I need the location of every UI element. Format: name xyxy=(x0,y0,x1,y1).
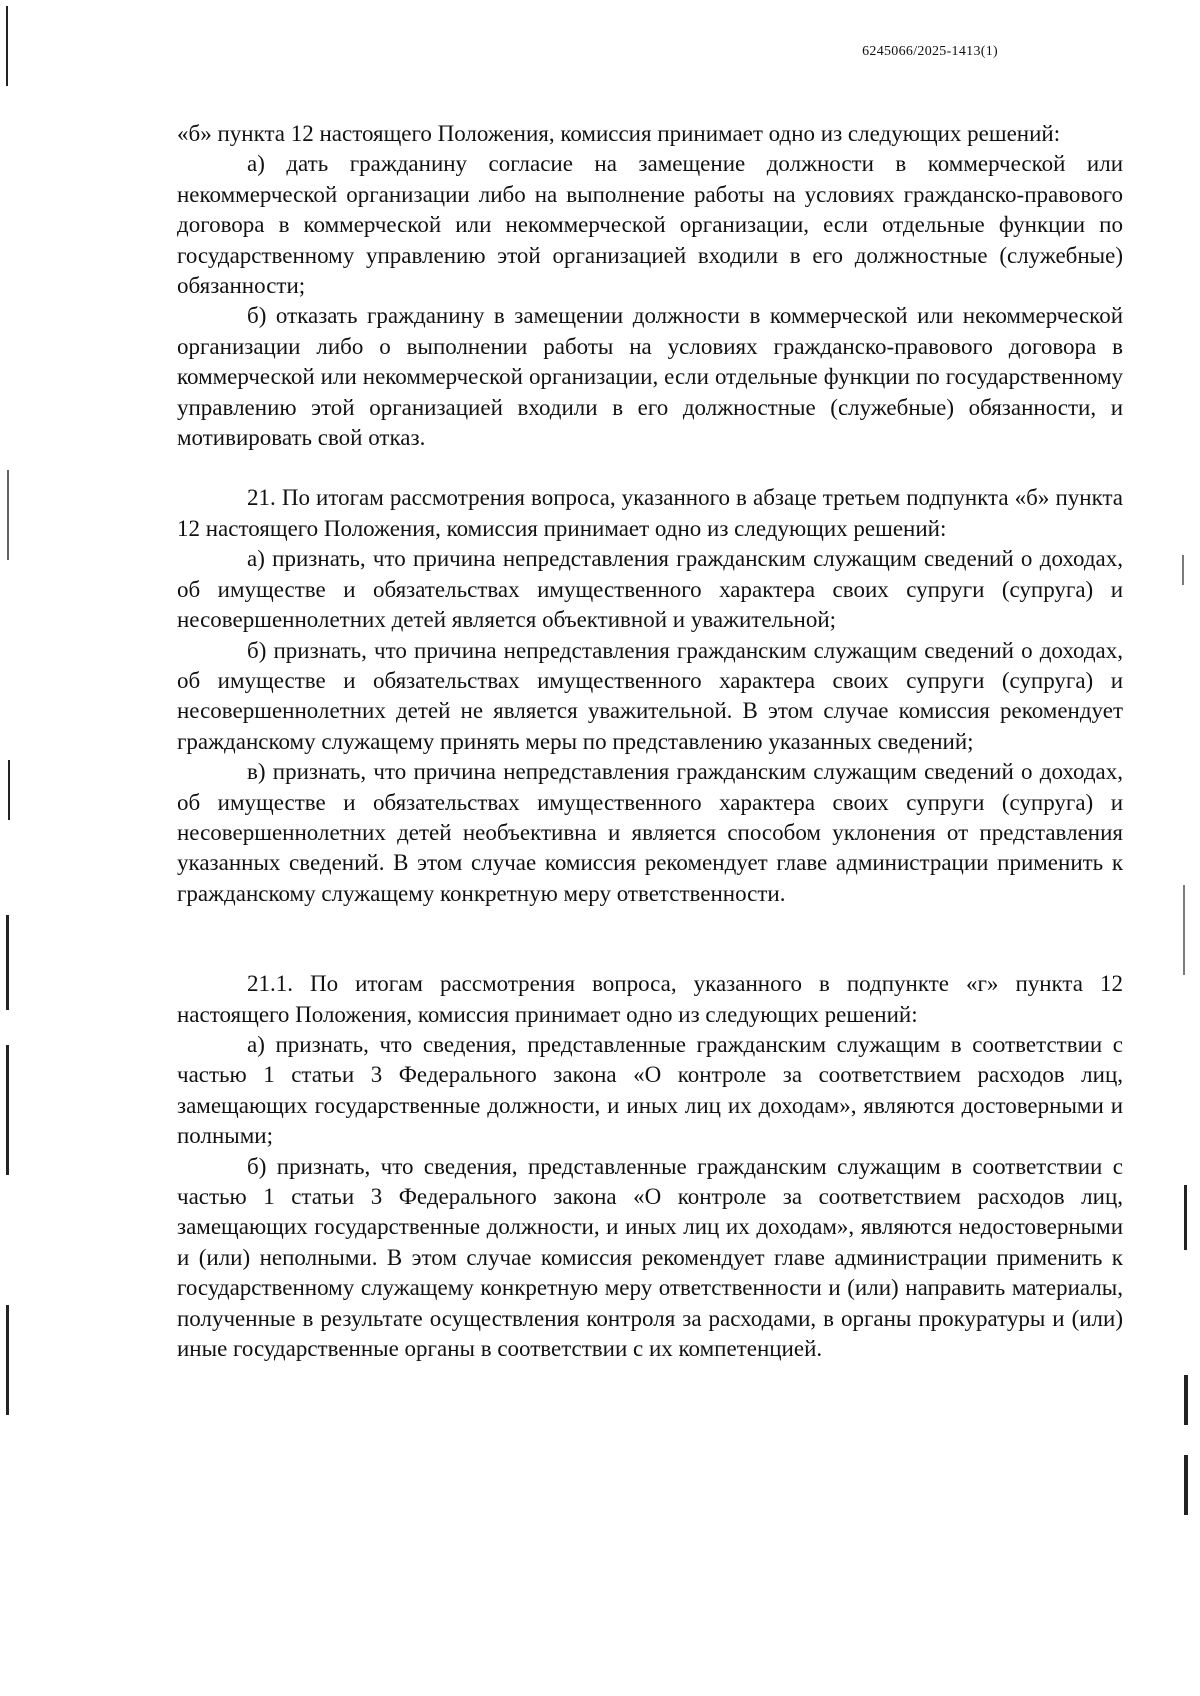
scan-edge-mark xyxy=(8,760,10,820)
paragraph-21-1: 21.1. По итогам рассмотрения вопроса, указанного в подпункте «г» пункта 12 настоящего Положения, комиссия принимает одно из следующих решений: xyxy=(177,971,1123,1027)
scan-edge-mark xyxy=(7,470,9,560)
paragraph-20b: б) отказать гражданину в замещении должности в коммерческой или некоммерческой организации либо о выполнении работы на условиях гражданско-правового договора в коммерческой или некоммерческой организации, если отдельные функции по государственному управлению этой организацией входили в его должностные (служебные) обязанности, и мотивировать свой отказ. xyxy=(177,303,1123,451)
document-id: 6245066/2025-1413(1) xyxy=(862,44,998,59)
paragraph-21-1a: а) признать, что сведения, представленные гражданским служащим в соответствии с частью 1 статьи 3 Федерального закона «О контроле за соответствием расходов лиц, замещающих государственные должности, и иных лиц их доходам», являются достоверными и полными; xyxy=(177,1031,1123,1149)
scan-edge-mark xyxy=(6,915,9,1010)
paragraph-21v: в) признать, что причина непредставления гражданским служащим сведений о доходах, об имуществе и обязательствах имущественного характера своих супруги (супруга) и несовершеннолетних детей необъективна и является способом уклонения от представления указанных сведений. В этом случае комиссия рекомендует главе администрации применить к гражданскому служащему конкретную меру ответственности. xyxy=(177,759,1123,906)
paragraph-21: 21. По итогам рассмотрения вопроса, указанного в абзаце третьем подпункта «б» пункта 12 настоящего Положения, комиссия принимает одно из следующих решений: xyxy=(177,485,1123,541)
paragraph-21-1b: б) признать, что сведения, представленные гражданским служащим в соответствии с частью 1 статьи 3 Федерального закона «О контроле за соответствием расходов лиц, замещающих государственные должности, и иных лиц их доходам», являются недостоверными и (или) неполными. В этом случае комиссия рекомендует главе администрации применить к государственному служащему конкретную меру ответственности и (или) направить материалы, полученные в результате осуществления контроля за расходами, в органы прокуратуры и (или) иные государственные органы в соответствии с их компетенцией. xyxy=(177,1153,1123,1362)
scan-edge-mark xyxy=(1184,1455,1188,1515)
scan-edge-mark xyxy=(1182,555,1184,585)
scan-edge-mark xyxy=(1183,885,1185,975)
paragraph-21b: б) признать, что причина непредставления гражданским служащим сведений о доходах, об имуществе и обязательствах имущественного характера своих супруги (супруга) и несовершеннолетних детей не является уважительной. В этом случае комиссия рекомендует гражданскому служащему принять меры по представлению указанных сведений; xyxy=(177,637,1123,754)
scan-edge-mark xyxy=(6,6,8,86)
paragraph-intro: «б» пункта 12 настоящего Положения, комиссия принимает одно из следующих решений: xyxy=(177,121,1061,146)
scan-edge-mark xyxy=(6,1045,9,1175)
scan-edge-mark xyxy=(1184,1375,1188,1425)
paragraph-21a: а) признать, что причина непредставления гражданским служащим сведений о доходах, об имуществе и обязательствах имущественного характера своих супруги (супруга) и несовершеннолетних детей является объективной и уважительной; xyxy=(177,546,1123,633)
document-body xyxy=(177,119,1123,1364)
scan-edge-mark xyxy=(6,1305,9,1415)
scan-edge-mark xyxy=(1184,1185,1187,1250)
paragraph-20a: а) дать гражданину согласие на замещение должности в коммерческой или некоммерческой организации либо на выполнение работы на условиях гражданско-правового договора в коммерческой или некоммерческой организации, если отдельные функции по государственному управлению этой организацией входили в его должностные (служебные) обязанности; xyxy=(177,151,1123,299)
